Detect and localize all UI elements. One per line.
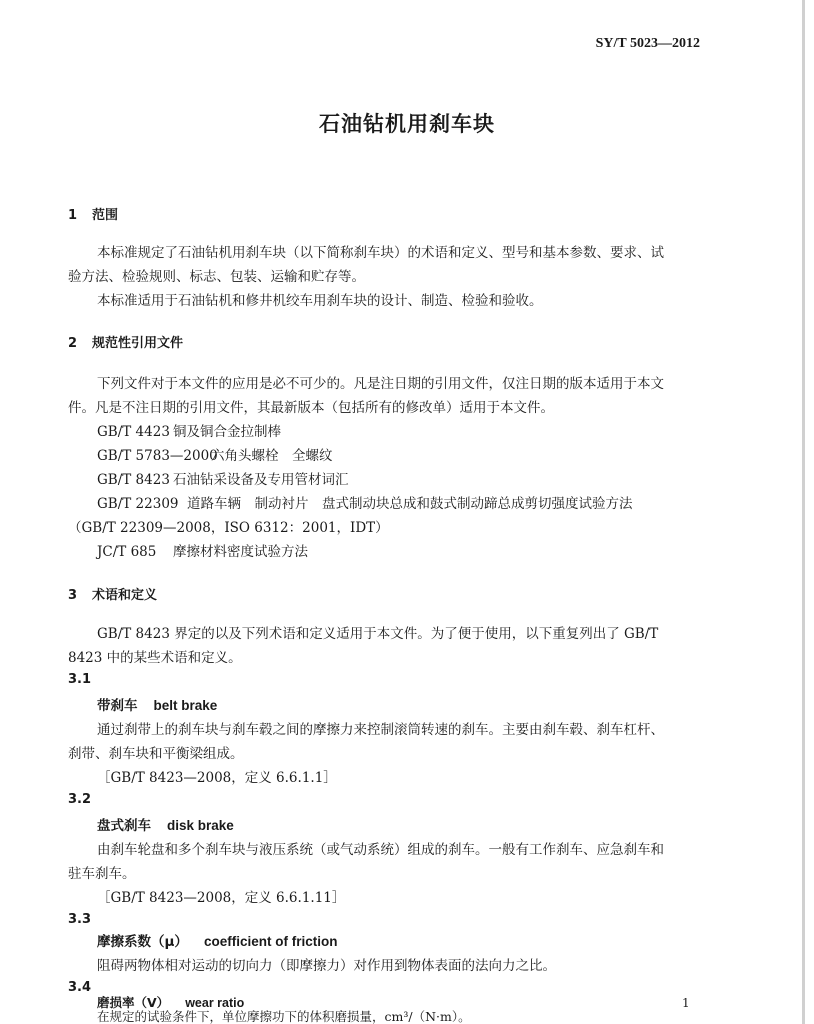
term-definition-line: 阻碍两物体相对运动的切向力（即摩擦力）对作用到物体表面的法向力之比。	[97, 958, 556, 974]
reference-title: 摩擦材料密度试验方法	[173, 544, 308, 560]
term-chinese: 摩擦系数（μ）	[97, 934, 188, 950]
document-title: 石油钻机用刹车块	[319, 112, 495, 136]
reference-code: GB/T 4423	[97, 424, 170, 440]
paragraph-line: 8423 中的某些术语和定义。	[68, 650, 242, 666]
term-heading	[97, 814, 234, 838]
paragraph-line: 下列文件对于本文件的应用是必不可少的。凡是注日期的引用文件，仅注日期的版本适用于本文	[97, 376, 664, 392]
section-3-heading	[68, 584, 157, 603]
term-number: 3.3	[68, 912, 92, 927]
reference-title: 铜及铜合金拉制棒	[173, 424, 281, 440]
section-number: 2	[68, 336, 78, 351]
term-chinese: 磨损率（V）	[97, 995, 170, 1010]
paragraph-line: 本标准适用于石油钻机和修井机绞车用刹车块的设计、制造、检验和验收。	[97, 293, 543, 309]
term-definition-line: 由刹车轮盘和多个刹车块与液压系统（或气动系统）组成的刹车。一般有工作刹车、应急刹车和	[97, 842, 664, 858]
term-definition-line: 通过刹带上的刹车块与刹车毂之间的摩擦力来控制滚筒转速的刹车。主要由刹车毂、刹车杠杆、	[97, 722, 664, 738]
term-english: coefficient of friction	[203, 934, 338, 949]
term-definition-line: 驻车刹车。	[68, 866, 136, 882]
term-number: 3.4	[68, 980, 92, 995]
reference-code: JC/T 685	[97, 544, 157, 560]
term-chinese: 带刹车	[97, 698, 138, 714]
reference-item	[97, 492, 633, 516]
section-number: 1	[68, 208, 78, 223]
term-english: disk brake	[167, 818, 234, 833]
reference-item	[97, 420, 281, 444]
term-english: wear ratio	[185, 996, 245, 1010]
term-number: 3.2	[68, 792, 92, 807]
document-code: SY/T 5023—2012	[595, 36, 700, 51]
reference-code: GB/T 22309	[97, 496, 179, 512]
reference-item	[97, 540, 308, 564]
term-number: 3.1	[68, 672, 92, 687]
reference-title: 石油钻采设备及专用管材词汇	[173, 472, 349, 488]
reference-continuation: （GB/T 22309—2008，ISO 6312：2001，IDT）	[68, 520, 389, 536]
section-title: 规范性引用文件	[92, 336, 184, 351]
term-source: ［GB/T 8423—2008，定义 6.6.1.1］	[97, 770, 337, 786]
section-2-heading	[68, 332, 183, 351]
term-source: ［GB/T 8423—2008，定义 6.6.1.11］	[97, 890, 346, 906]
paragraph-line: 本标准规定了石油钻机用刹车块（以下简称刹车块）的术语和定义、型号和基本参数、要求、试	[97, 245, 664, 261]
term-english: belt brake	[153, 698, 218, 713]
page-number: 1	[682, 996, 690, 1010]
section-1-heading	[68, 204, 118, 223]
term-definition-line: 刹带、刹车块和平衡梁组成。	[68, 746, 244, 762]
paragraph-line: GB/T 8423 界定的以及下列术语和定义适用于本文件。为了便于使用，以下重复列出了 GB/T	[97, 626, 659, 642]
reference-code: GB/T 8423	[97, 472, 170, 488]
section-title: 术语和定义	[92, 588, 158, 603]
paragraph-line: 件。凡是不注日期的引用文件，其最新版本（包括所有的修改单）适用于本文件。	[68, 400, 554, 416]
reference-title: 道路车辆 制动衬片 盘式制动块总成和鼓式制动蹄总成剪切强度试验方法	[187, 496, 633, 512]
page-edge	[802, 0, 805, 1024]
term-definition-line: 在规定的试验条件下，单位摩擦功下的体积磨损量，cm³/（N·m）。	[97, 1009, 471, 1024]
reference-item	[97, 444, 333, 468]
reference-item	[97, 468, 349, 492]
reference-code: GB/T 5783—2000	[97, 448, 218, 464]
term-heading	[97, 694, 217, 718]
paragraph-line: 验方法、检验规则、标志、包装、运输和贮存等。	[68, 269, 365, 285]
term-chinese: 盘式刹车	[97, 818, 151, 834]
term-heading	[97, 930, 337, 954]
section-number: 3	[68, 588, 78, 603]
section-title: 范围	[92, 208, 119, 223]
term-heading	[97, 996, 244, 1010]
reference-title: 六角头螺栓 全螺纹	[211, 448, 333, 464]
